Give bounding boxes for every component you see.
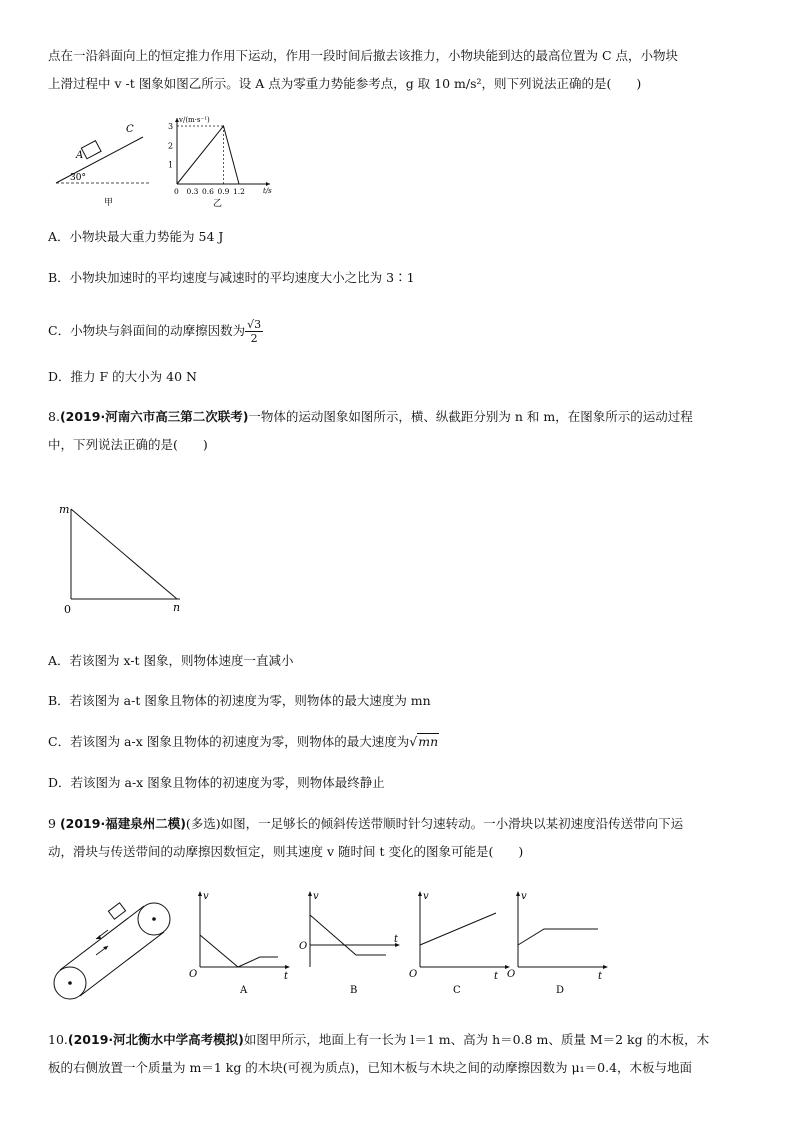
incline-figure bbox=[48, 115, 158, 210]
q10-stem-line2: 板的右侧放置一个质量为 m＝1 kg 的木块(可视为质点)，已知木板与木块之间的动摩擦因数为 μ₁＝0.4，木板与地面 bbox=[48, 1060, 693, 1075]
svg-text:t: t bbox=[394, 934, 399, 945]
svg-text:t: t bbox=[284, 971, 289, 982]
label-c: C bbox=[126, 124, 134, 135]
graph-b bbox=[299, 891, 400, 996]
x-axis-label: t/s bbox=[263, 187, 272, 195]
svg-text:O: O bbox=[507, 969, 516, 980]
label-a: A bbox=[76, 150, 84, 161]
q8-option-c-text: C．若该图为 a-x 图象且物体的初速度为零，则物体的最大速度为 bbox=[48, 734, 410, 749]
q9-stem-line1 bbox=[48, 815, 683, 833]
q7-option-a: A．小物块最大重力势能为 54 J bbox=[48, 229, 224, 244]
q10-text1: 如图甲所示，地面上有一长为 l＝1 m、高为 h＝0.8 m、质量 M＝2 kg 的木板，木 bbox=[243, 1032, 710, 1047]
q9-graphs bbox=[188, 885, 608, 1000]
q8-line bbox=[71, 509, 177, 599]
q8-stem-line1 bbox=[48, 408, 693, 426]
q7-option-b: B．小物块加速时的平均速度与减速时的平均速度大小之比为 3∶1 bbox=[48, 270, 415, 285]
q7-option-c bbox=[48, 318, 263, 345]
x-tick-label: 0.9 bbox=[217, 187, 230, 196]
q9-source: (2019·福建泉州二模) bbox=[59, 816, 186, 831]
angle-label: 30° bbox=[70, 173, 86, 183]
svg-text:O: O bbox=[189, 969, 198, 980]
x-tick-label: 0.3 bbox=[186, 187, 199, 196]
x-tick-label: 0.6 bbox=[202, 187, 214, 196]
svg-text:v: v bbox=[203, 891, 209, 902]
graph-c bbox=[409, 891, 510, 996]
q8-option-d: D．若该图为 a-x 图象且物体的初速度为零，则物体最终静止 bbox=[48, 775, 385, 790]
y-tick-label: 1 bbox=[168, 160, 174, 170]
graph-d bbox=[507, 891, 608, 996]
svg-text:v: v bbox=[313, 891, 319, 902]
graph-b-caption: B bbox=[350, 985, 358, 996]
q7-intro-line2: 上滑过程中 v -t 图象如图乙所示。设 A 点为零重力势能参考点，g 取 10 m/s²，则下列说法正确的是( ) bbox=[48, 76, 642, 91]
vt-series-line bbox=[177, 126, 239, 184]
q8-option-b: B．若该图为 a-t 图象且物体的初速度为零，则物体的最大速度为 mn bbox=[48, 693, 431, 708]
sqrt-expression: √mn bbox=[409, 734, 439, 749]
q8-source: (2019·河南六市高三第二次联考) bbox=[59, 409, 249, 424]
x-tick-label: 0 bbox=[174, 187, 179, 196]
fraction: $\frac{√3}{2}$ bbox=[247, 318, 262, 345]
y-axis-label: v/(m·s⁻¹) bbox=[179, 116, 210, 124]
q7-option-c-text: C．小物块与斜面间的动摩擦因数为 bbox=[48, 323, 246, 338]
q8-text1: 一物体的运动图象如图所示，横、纵截距分别为 n 和 m，在图象所示的运动过程 bbox=[248, 409, 693, 424]
q9-stem-line2: 动，滑块与传送带间的动摩擦因数恒定，则其速度 v 随时间 t 变化的图象可能是( ) bbox=[48, 844, 524, 859]
q8-graph bbox=[55, 495, 195, 620]
q9-number: 9 bbox=[48, 816, 56, 831]
q8-label-o: 0 bbox=[64, 603, 71, 616]
vt-chart bbox=[165, 112, 280, 210]
graph-a-caption: A bbox=[240, 985, 248, 996]
svg-text:t: t bbox=[494, 971, 499, 982]
y-tick-label: 3 bbox=[168, 122, 174, 131]
q10-number: 10. bbox=[48, 1032, 68, 1047]
q8-label-n: n bbox=[173, 601, 181, 614]
svg-text:O: O bbox=[409, 969, 418, 980]
q8-number: 8. bbox=[48, 409, 60, 424]
y-tick-label: 2 bbox=[168, 141, 174, 151]
q8-option-a: A．若该图为 x-t 图象，则物体速度一直减小 bbox=[48, 653, 294, 668]
q8-option-c bbox=[48, 733, 439, 751]
svg-text:v: v bbox=[423, 891, 429, 902]
graph-a bbox=[189, 891, 290, 996]
q10-source: (2019·河北衡水中学高考模拟) bbox=[67, 1032, 244, 1047]
q8-stem-line2: 中，下列说法正确的是( ) bbox=[48, 437, 208, 452]
q7-intro-line1: 点在一沿斜面向上的恒定推力作用下运动，作用一段时间后撤去该推力，小物块能到达的最高位置为 C 点，小物块 bbox=[48, 48, 679, 63]
conveyor-figure bbox=[52, 895, 177, 1005]
q10-stem-line1 bbox=[48, 1031, 709, 1049]
slider-block-icon bbox=[108, 903, 125, 919]
svg-text:t: t bbox=[598, 971, 603, 982]
graph-c-caption: C bbox=[453, 985, 461, 996]
jia-caption: 甲 bbox=[104, 198, 114, 208]
yi-caption: 乙 bbox=[213, 199, 223, 209]
q7-option-d: D．推力 F 的大小为 40 N bbox=[48, 369, 197, 384]
q8-label-m: m bbox=[59, 503, 70, 516]
block-icon bbox=[81, 141, 101, 159]
svg-text:O: O bbox=[299, 941, 308, 952]
svg-text:v: v bbox=[521, 891, 527, 902]
q9-text1: (多选)如图，一足够长的倾斜传送带顺时针匀速转动。一小滑块以某初速度沿传送带向下运 bbox=[185, 816, 684, 831]
graph-d-caption: D bbox=[556, 985, 565, 996]
x-tick-label: 1.2 bbox=[233, 187, 245, 196]
